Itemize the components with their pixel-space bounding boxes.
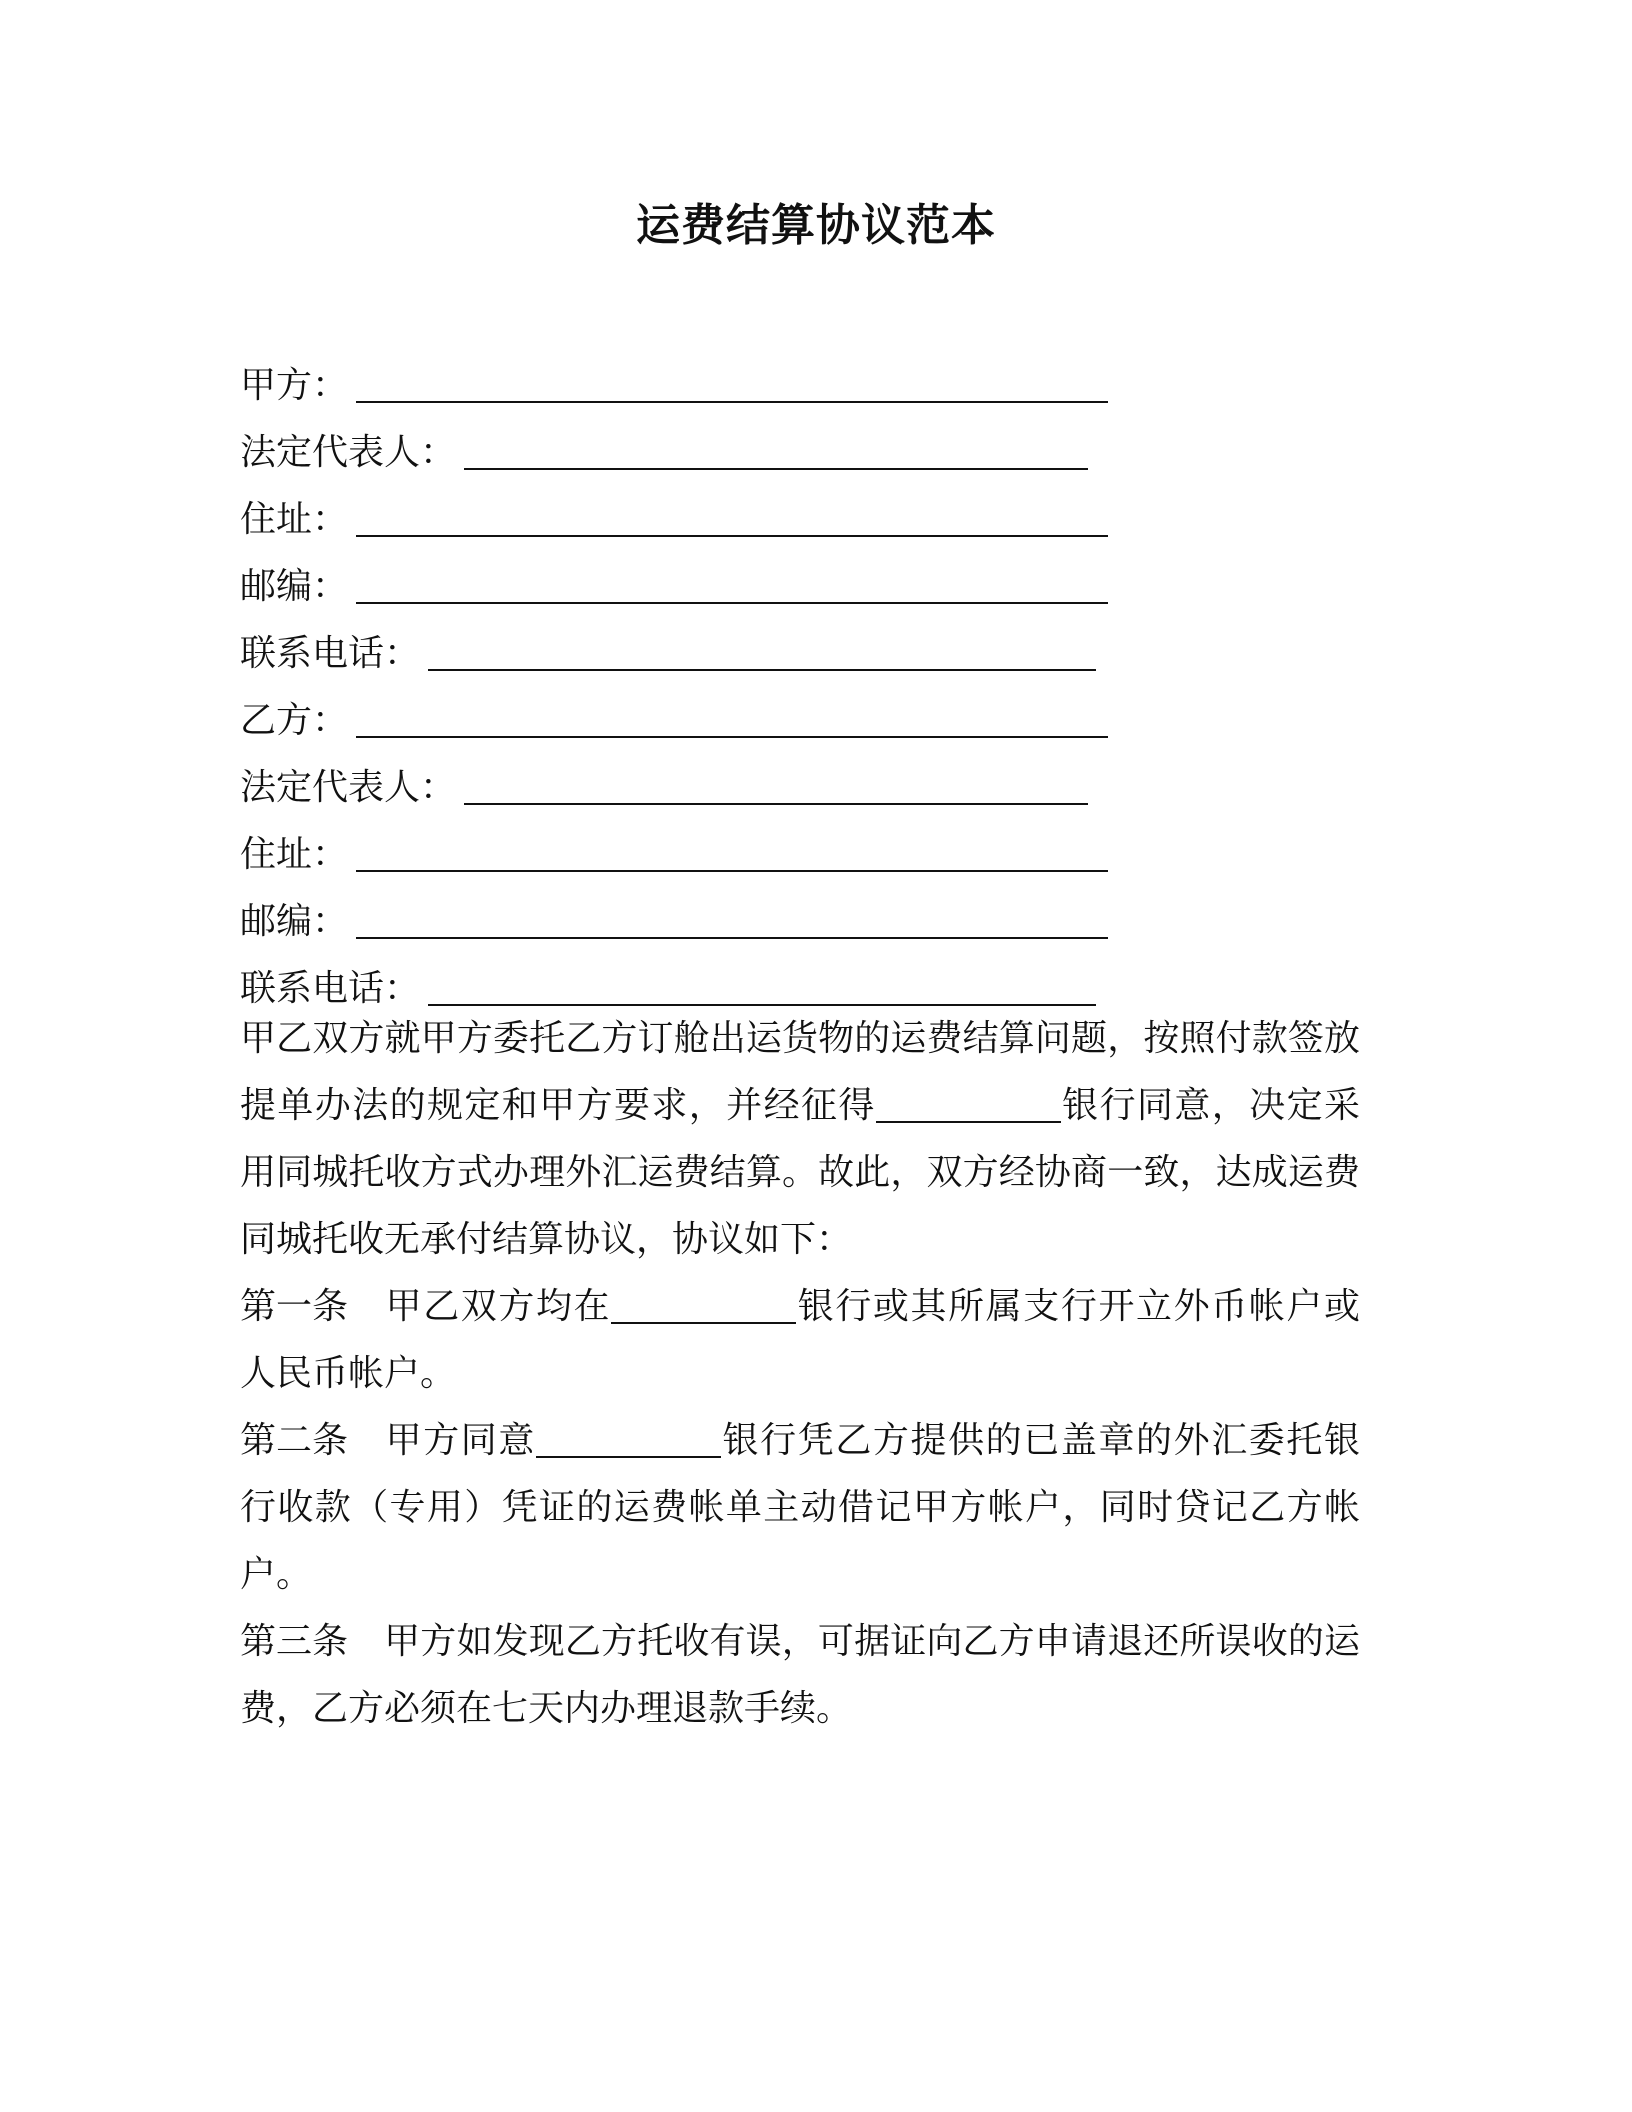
- party-a-address-label: 住址：: [240, 499, 349, 540]
- article-1-heading: 第一条: [240, 1286, 349, 1327]
- bank-blank: [876, 1085, 1061, 1123]
- party-b-address-label: 住址：: [240, 834, 349, 875]
- party-a-phone-label: 联系电话：: [240, 633, 421, 674]
- article-3: [240, 1608, 1360, 1742]
- party-b-postcode-blank: [356, 901, 1108, 939]
- party-b-row: [240, 687, 1400, 754]
- party-b-phone-blank: [428, 968, 1096, 1006]
- article-2-bank-blank: [536, 1420, 721, 1458]
- document-title: 运费结算协议范本: [636, 200, 996, 251]
- party-a-postcode-row: [240, 553, 1400, 620]
- agreement-body: [240, 1005, 1360, 1742]
- party-a-blank: [356, 365, 1108, 403]
- intro-text-2: 银行同意，决定采用同城托收方式办理外汇运费结算。故此，双方经协商一致，达成运费同城托收无承付结算协议，协议如下：: [240, 1085, 1360, 1260]
- article-1-bank-blank: [611, 1286, 796, 1324]
- article-1-text-1: 甲乙双方均在: [384, 1286, 612, 1327]
- party-a-legal-rep-label: 法定代表人：: [240, 432, 457, 473]
- party-b-address-blank: [356, 834, 1108, 872]
- party-a-phone-blank: [428, 633, 1096, 671]
- party-b-blank: [356, 700, 1108, 738]
- intro-text-1: 甲乙双方就甲方委托乙方订舱出运货物的运费结算问题，按照付款签放提单办法的规定和甲方要求，并经征得: [240, 1018, 1360, 1126]
- article-3-heading: 第三条: [240, 1621, 349, 1662]
- party-a-postcode-label: 邮编：: [240, 566, 349, 607]
- article-1-text-2: 银行或其所属支行开立外币帐户或人民币帐户。: [240, 1286, 1360, 1394]
- party-a-legal-rep-row: [240, 419, 1400, 486]
- party-a-label: 甲方：: [240, 365, 349, 406]
- party-b-legal-rep-blank: [464, 767, 1088, 805]
- party-a-address-row: [240, 486, 1400, 553]
- party-a-address-blank: [356, 499, 1108, 537]
- party-a-postcode-blank: [356, 566, 1108, 604]
- intro-paragraph: [240, 1005, 1360, 1273]
- party-a-legal-rep-blank: [464, 432, 1088, 470]
- party-b-postcode-row: [240, 888, 1400, 955]
- party-a-row: [240, 352, 1400, 419]
- party-info-fields: [240, 352, 1400, 1022]
- article-2-heading: 第二条: [240, 1420, 349, 1461]
- party-a-phone-row: [240, 620, 1400, 687]
- article-1: [240, 1273, 1360, 1407]
- party-b-postcode-label: 邮编：: [240, 901, 349, 942]
- article-3-text: 甲方如发现乙方托收有误，可据证向乙方申请退还所误收的运费，乙方必须在七天内办理退款手续。: [240, 1621, 1360, 1729]
- party-b-legal-rep-label: 法定代表人：: [240, 767, 457, 808]
- article-2-text-2: 银行凭乙方提供的已盖章的外汇委托银行收款（专用）凭证的运费帐单主动借记甲方帐户，同时贷记乙方帐户。: [240, 1420, 1360, 1595]
- article-2-text-1: 甲方同意: [384, 1420, 536, 1461]
- party-b-address-row: [240, 821, 1400, 888]
- article-2: [240, 1407, 1360, 1608]
- party-b-label: 乙方：: [240, 700, 349, 741]
- party-b-phone-label: 联系电话：: [240, 968, 421, 1009]
- party-b-legal-rep-row: [240, 754, 1400, 821]
